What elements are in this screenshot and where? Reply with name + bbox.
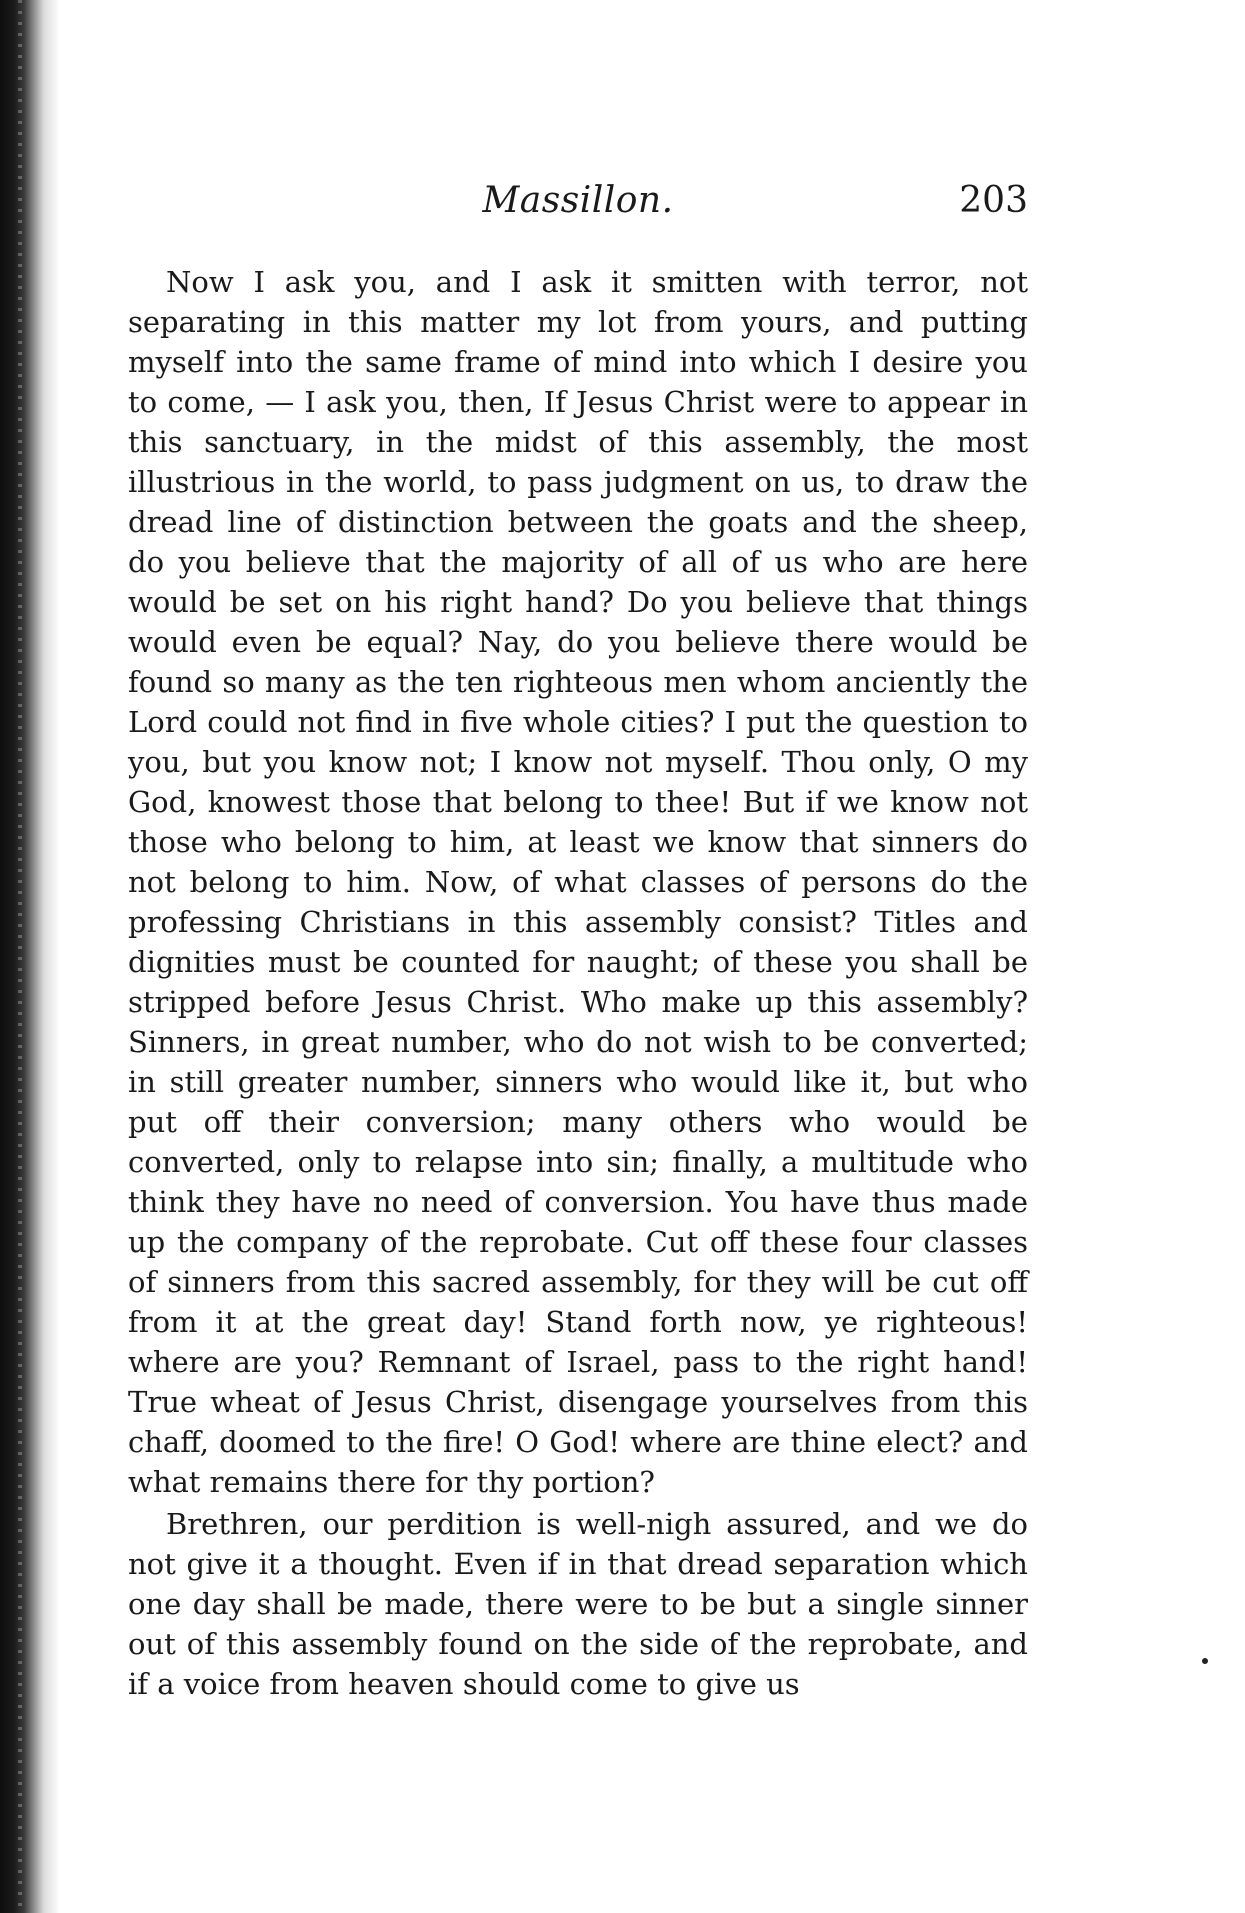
book-binding-edge — [0, 0, 60, 1913]
ink-speck — [1202, 1658, 1208, 1664]
page-number: 203 — [959, 180, 1028, 221]
paragraph: Brethren, our perdition is well-nigh assured, and we do not give it a thought. Even if in that dread separation which one day shall be made, there were to be but a single sinner out of this assembly found on the side of the reprobate, and if a voice from heaven should come to give us — [128, 1507, 1028, 1701]
paragraph: Now I ask you, and I ask it smitten with terror, not separating in this matter my lot from yours, and putting myself into the same frame of mind into which I desire you to come, — I ask you, then, If Jesus Christ were to appear in this sanctuary, in the midst of this assembly, the most illustrious in the world, to pass judgment on us, to draw the dread line of distinction between the goats and the sheep, do you believe that the majority of all of us who are here would be set on his right hand? Do you believe that things would even be equal? Nay, do you believe there would be found so many as the ten righteous men whom anciently the Lord could not find in five whole cities? I put the question to you, but you know not; I know not myself. Thou only, O my God, knowest those that belong to thee! But if we know not those who belong to him, at least we know that sinners do not belong to him. Now, of what classes of persons do the professing Christians in this assembly consist? Titles and dignities must be counted for naught; of these you shall be stripped before Jesus Christ. Who make up this assembly? Sinners, in great number, who do not wish to be converted; in still greater number, sinners who would like it, but who put off their conversion; many others who would be converted, only to relapse into sin; finally, a multitude who think they have no need of conversion. You have thus made up the company of the reprobate. Cut off these four classes of sinners from this sacred assembly, for they will be cut off from it at the great day! Stand forth now, ye righteous! where are you? Remnant of Israel, pass to the right hand! True wheat of Jesus Christ, disengage yourselves from this chaff, doomed to the fire! O God! where are thine elect? and what remains there for thy portion? — [128, 265, 1028, 1499]
page-header — [128, 176, 1028, 226]
running-title: Massillon. — [482, 180, 674, 221]
body-text — [128, 262, 1028, 1704]
